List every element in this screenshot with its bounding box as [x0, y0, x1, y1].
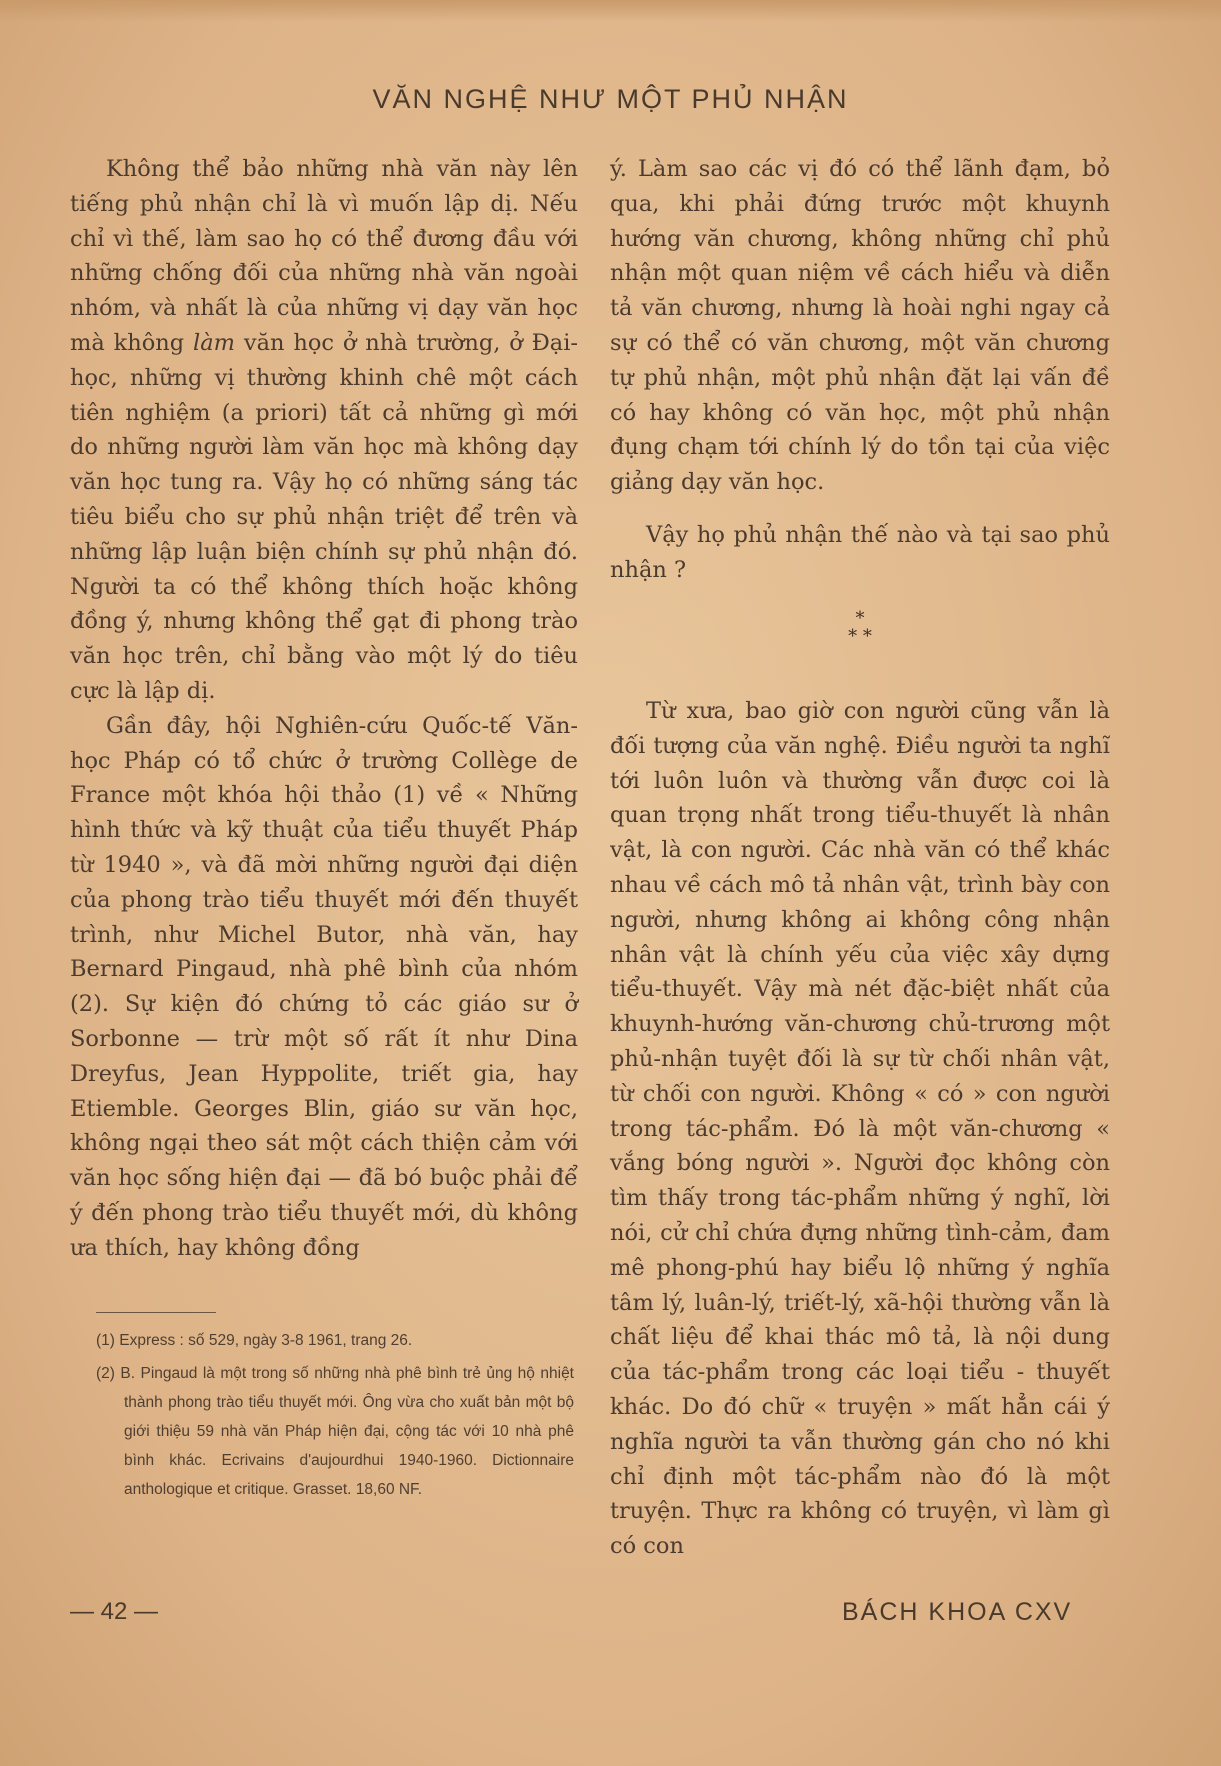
left-paragraph-1-italic: làm	[193, 329, 235, 356]
left-paragraph-1	[70, 152, 578, 709]
left-paragraph-1-part-b: văn học ở nhà trường, ở Đại-học, những vị thường khinh chê một cách tiên nghiệm (a priori) tất cả những gì mới do những người làm văn học mà không dạy văn học tung ra. Vậy họ có những sáng tác tiêu biểu cho sự phủ nhận triệt để trên và những lập luận biện chính sự phủ nhận đó. Người ta có thể không thích hoặc không đồng ý, nhưng không thể gạt đi phong trào văn học trên, chỉ bằng vào một lý do tiêu cực là lập dị.	[70, 329, 579, 704]
left-paragraph-2: Gần đây, hội Nghiên-cứu Quốc-tế Văn-học Pháp có tổ chức ở trường Collège de France một khóa hội thảo (1) về « Những hình thức và kỹ thuật của tiểu thuyết Pháp từ 1940 », và đã mời những người đại diện của phong trào tiểu thuyết mới đến thuyết trình, như Michel Butor, nhà văn, hay Bernard Pingaud, nhà phê bình của nhóm (2). Sự kiện đó chứng tỏ các giáo sư ở Sorbonne — trừ một số rất ít như Dina Dreyfus, Jean Hyppolite, triết gia, hay Etiemble. Georges Blin, giáo sư văn học, không ngại theo sát một cách thiện cảm với văn học sống hiện đại — đã bó buộc phải để ý đến phong trào tiểu thuyết mới, dù không ưa thích, hay không đồng	[70, 712, 578, 1261]
right-paragraph-1: ý. Làm sao các vị đó có thể lãnh đạm, bỏ qua, khi phải đứng trước một khuynh hướng văn chương, không những chỉ phủ nhận một quan niệm về cách hiểu và diễn tả văn chương, nhưng là hoài nghi ngay cả sự có thể có văn chương, một văn chương tự phủ nhận, một phủ nhận đặt lại vấn đề có hay không có văn học, một phủ nhận đụng chạm tới chính lý do tồn tại của việc giảng dạy văn học.	[610, 156, 1110, 496]
left-paragraph-1-part-a: Không thể bảo những nhà văn này lên tiếng phủ nhận chỉ là vì muốn lập dị. Nếu chỉ vì thế, làm sao họ có thể đương đầu với những chống đối của những nhà văn ngoài nhóm, và nhất là của những vị dạy văn học mà không	[70, 156, 578, 356]
section-separator: * * *	[848, 608, 872, 647]
page-number: — 42 —	[70, 1598, 159, 1625]
right-column-bottom	[610, 694, 1110, 1564]
footnote-rule	[96, 1312, 216, 1313]
page-title: VĂN NGHỆ NHƯ MỘT PHỦ NHẬN	[372, 84, 849, 114]
right-paragraph-2: Vậy họ phủ nhận thế nào và tại sao phủ nhận ?	[610, 521, 1110, 583]
left-column	[70, 152, 578, 1266]
right-paragraph-3: Từ xưa, bao giờ con người cũng vẫn là đối tượng của văn nghệ. Điều người ta nghĩ tới luôn luôn và thường vẫn được coi là quan trọng nhất trong tiểu-thuyết là nhân vật, là con người. Các nhà văn có thể khác nhau về cách mô tả nhân vật, trình bày con người, nhưng không ai không công nhận nhân vật là chính yếu của việc xây dựng tiểu-thuyết. Vậy mà nét đặc-biệt nhất của khuynh-hướng văn-chương chủ-trương một phủ-nhận tuyệt đối là sự từ chối nhân vật, từ chối con người. Không « có » con người trong tác-phẩm. Đó là một văn-chương « vắng bóng người ». Người đọc không còn tìm thấy trong tác-phẩm những ý nghĩ, lời nói, cử chỉ chứa đựng những tình-cảm, đam mê phong-phú hay biểu lộ những ý nghĩa tâm lý, luân-lý, triết-lý, xã-hội thường vẫn là chất liệu để khai thác mô tả, là nội dung của tác-phẩm trong các loại tiểu - thuyết khác. Do đó chữ « truyện » mất hẳn cái ý nghĩa người ta vẫn thường gán cho nó khi chỉ định một tác-phẩm nào đó là một truyện. Thực ra không có truyện, vì làm gì có con	[610, 698, 1110, 1560]
right-column-top	[610, 152, 1110, 588]
footnote-2: (2) B. Pingaud là một trong số những nhà phê bình trẻ ủng hộ nhiệt thành phong trào tiểu thuyết mới. Ông vừa cho xuất bản một bộ giới thiệu 59 nhà văn Pháp hiện đại, cộng tác với 10 nhà phê bình khác. Ecrivains d'aujourdhui 1940-1960. Dictionnaire anthologique et critique. Grasset. 18,60 NF.	[96, 1365, 574, 1498]
journal-name: BÁCH KHOA CXV	[842, 1598, 1073, 1626]
footnotes	[96, 1326, 574, 1508]
page-edge-shadow	[0, 0, 1221, 22]
footnote-1: (1) Express : số 529, ngày 3-8 1961, trang 26.	[96, 1332, 413, 1349]
